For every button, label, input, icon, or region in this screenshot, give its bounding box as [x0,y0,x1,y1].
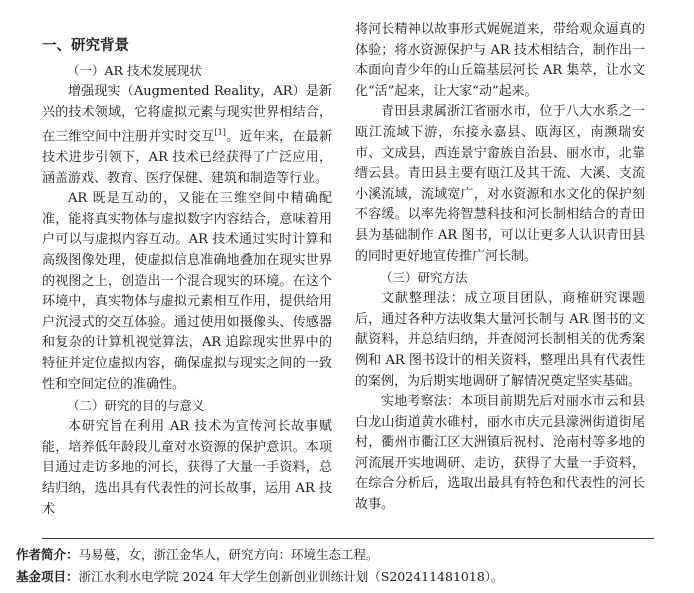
section-title: 一、研究背景 [42,38,129,54]
paragraph-ar-interaction: AR 既是互动的，又能在三维空间中精确配准，能将真实物体与虚拟数字内容结合，意味着用户可以与虚拟内容互动。AR 技术通过实时计算和高级图像处理，使虚拟信息准确地叠加在现实世界的视图之上，创造出一个混合现实的环境。在这个环境中，真实物体与虚拟元素相互作用，提供给用户沉浸式的交互体验。通过使用如摄像头、传感器和复杂的计算机视觉算法，AR 追踪现实世界中的特征并定位虚拟内容，确保虚拟与现实之间的一致性和空间定位的准确性。 [42,191,332,392]
paragraph-literature-method: 文献整理法：成立项目团队，商榷研究课题后，通过各种方法收集大量河长制与 AR 图书的文献资料，并总结归纳，并查阅河长制相关的优秀案例和 AR 图书设计的相关资料，整理出具有代表性的案例，为后期实地调研了解情况奠定坚实基础。 [355,291,645,389]
paragraph-text: 增强现实（Augmented Reality，AR）是新兴的技术领域，它将虚拟元素与现实世界相结合，在三维空间中注册并实时交互 [42,84,332,145]
paragraph-ar-definition [42,82,332,189]
footnote-divider [42,538,654,539]
paragraph-purpose: 本研究旨在利用 AR 技术为宣传河长故事赋能，培养低年龄段儿童对水资源的保护意识。本项目通过走访多地的河长，获得了大量一手资料，总结归纳，选出具有代表性的河长故事，运用 AR 技术 [42,419,332,517]
author-note [16,546,676,564]
author-note-label: 作者简介： [16,547,79,562]
fund-note-text: 浙江水利水电学院 2024 年大学生创新创业训练计划（S202411481018）。 [78,569,504,584]
paragraph-text: 。近年来，在最新技术进步引领下，AR 技术已经获得了广泛应用，涵盖游戏、教育、医疗保健、建筑和制造等行业。 [42,129,332,186]
subsection-title-methods: （三）研究方法 [380,270,468,286]
paragraph-qingtian: 青田县隶属浙江省丽水市，位于八大水系之一瓯江流域下游，东接永嘉县、瓯海区，南濒瑞安市、文成县，西连景宁畲族自治县、丽水市，北靠缙云县。青田县主要有瓯江及其干流、大溪、支流小溪流域，流域宽广，对水资源和水文化的保护刻不容缓。以率先将智慧科技和河长制相结合的青田县为基础制作 AR 图书，可以让更多人认识青田县的同时更好地宣传推广河长制。 [355,104,645,264]
fund-note-label: 基金项目： [16,569,79,584]
right-column [355,20,645,516]
paragraph-purpose-continued: 将河长精神以故事形式娓娓道来，带给观众逼真的体验；将水资源保护与 AR 技术相结合，制作出一本面向青少年的山丘篇基层河长 AR 集萃，让水文化“活”起来，让大家“动”起来。 [355,22,645,99]
left-column [42,20,332,520]
citation-ref: [1] [214,128,226,138]
paragraph-field-method: 实地考察法：本项目前期先后对丽水市云和县白龙山街道黄水碓村，丽水市庆元县濛洲街道街尾村，衢州市衢江区大洲镇后祝村、沧南村等多地的河流展开实地调研、走访，获得了大量一手资料，在综合分析后，选取出最具有特色和代表性的河长故事。 [355,394,645,513]
subsection-title-purpose: （二）研究的目的与意义 [67,398,205,414]
fund-note [16,568,676,586]
author-note-text: 马易蔓，女，浙江金华人，研究方向：环境生态工程。 [78,547,379,562]
subsection-title-ar-status: （一）AR 技术发展现状 [67,63,202,78]
